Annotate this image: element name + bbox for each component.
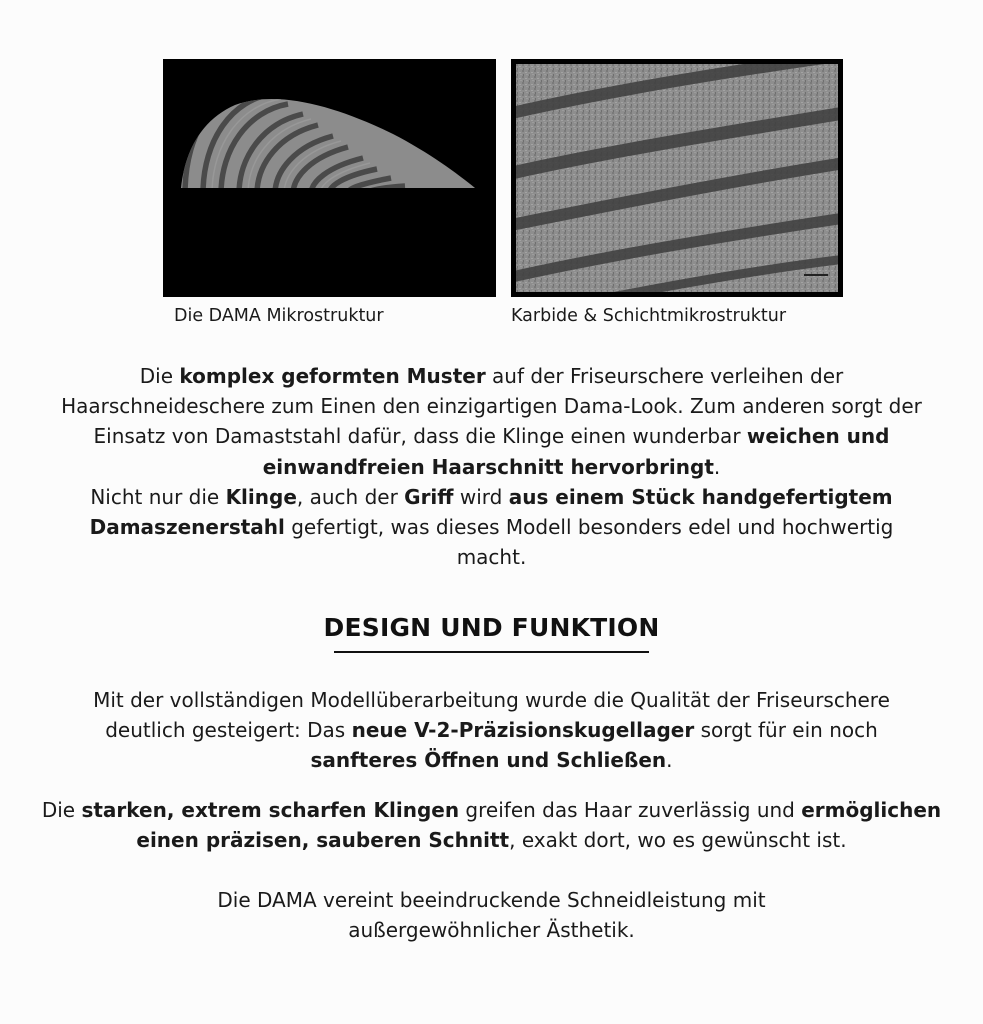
micrograph-surface [516,64,838,292]
caption-microstructure: Die DAMA Mikrostruktur [174,306,384,326]
dama-microstructure-image [163,59,496,297]
section-heading: DESIGN UND FUNKTION [323,613,660,642]
caption-carbide-structure: Karbide & Schichtmikrostruktur [511,306,787,326]
micrograph-graphic [516,64,838,292]
heading-underline [334,651,649,653]
intro-paragraph: Die komplex geformten Muster auf der Friseurschere verleihen der Haarschneideschere zum Einen den einzigartigen Dama-Look. Zum anderen sorgt der Einsatz von Damaststahl dafür, dass die Klinge einen wunderbar weichen und einwandfreien Haarschnitt hervorbringt. Nicht nur die Klinge, auch der Griff wird aus einem Stück handgefertigtem Damaszenerstahl gefertigt, was dieses Modell besonders edel und hochwertig macht. [61,364,922,570]
carbide-layer-microstructure-image [511,59,843,297]
design-paragraph: Mit der vollständigen Modellüberarbeitung wurde die Qualität der Friseurschere deutlich gesteigert: Das neue V-2-Präzisionskugellager sorgt für ein noch sanfteres Öffnen und Schließen. [93,688,890,773]
blades-paragraph: Die starken, extrem scharfen Klingen greifen das Haar zuverlässig und ermöglichen einen präzisen, sauberen Schnitt, exakt dort, wo es gewünscht ist. [41,798,942,853]
closing-paragraph: Die DAMA vereint beeindruckende Schneidleistung mit außergewöhnlicher Ästhetik. [217,888,766,943]
microstructure-graphic [163,59,496,297]
